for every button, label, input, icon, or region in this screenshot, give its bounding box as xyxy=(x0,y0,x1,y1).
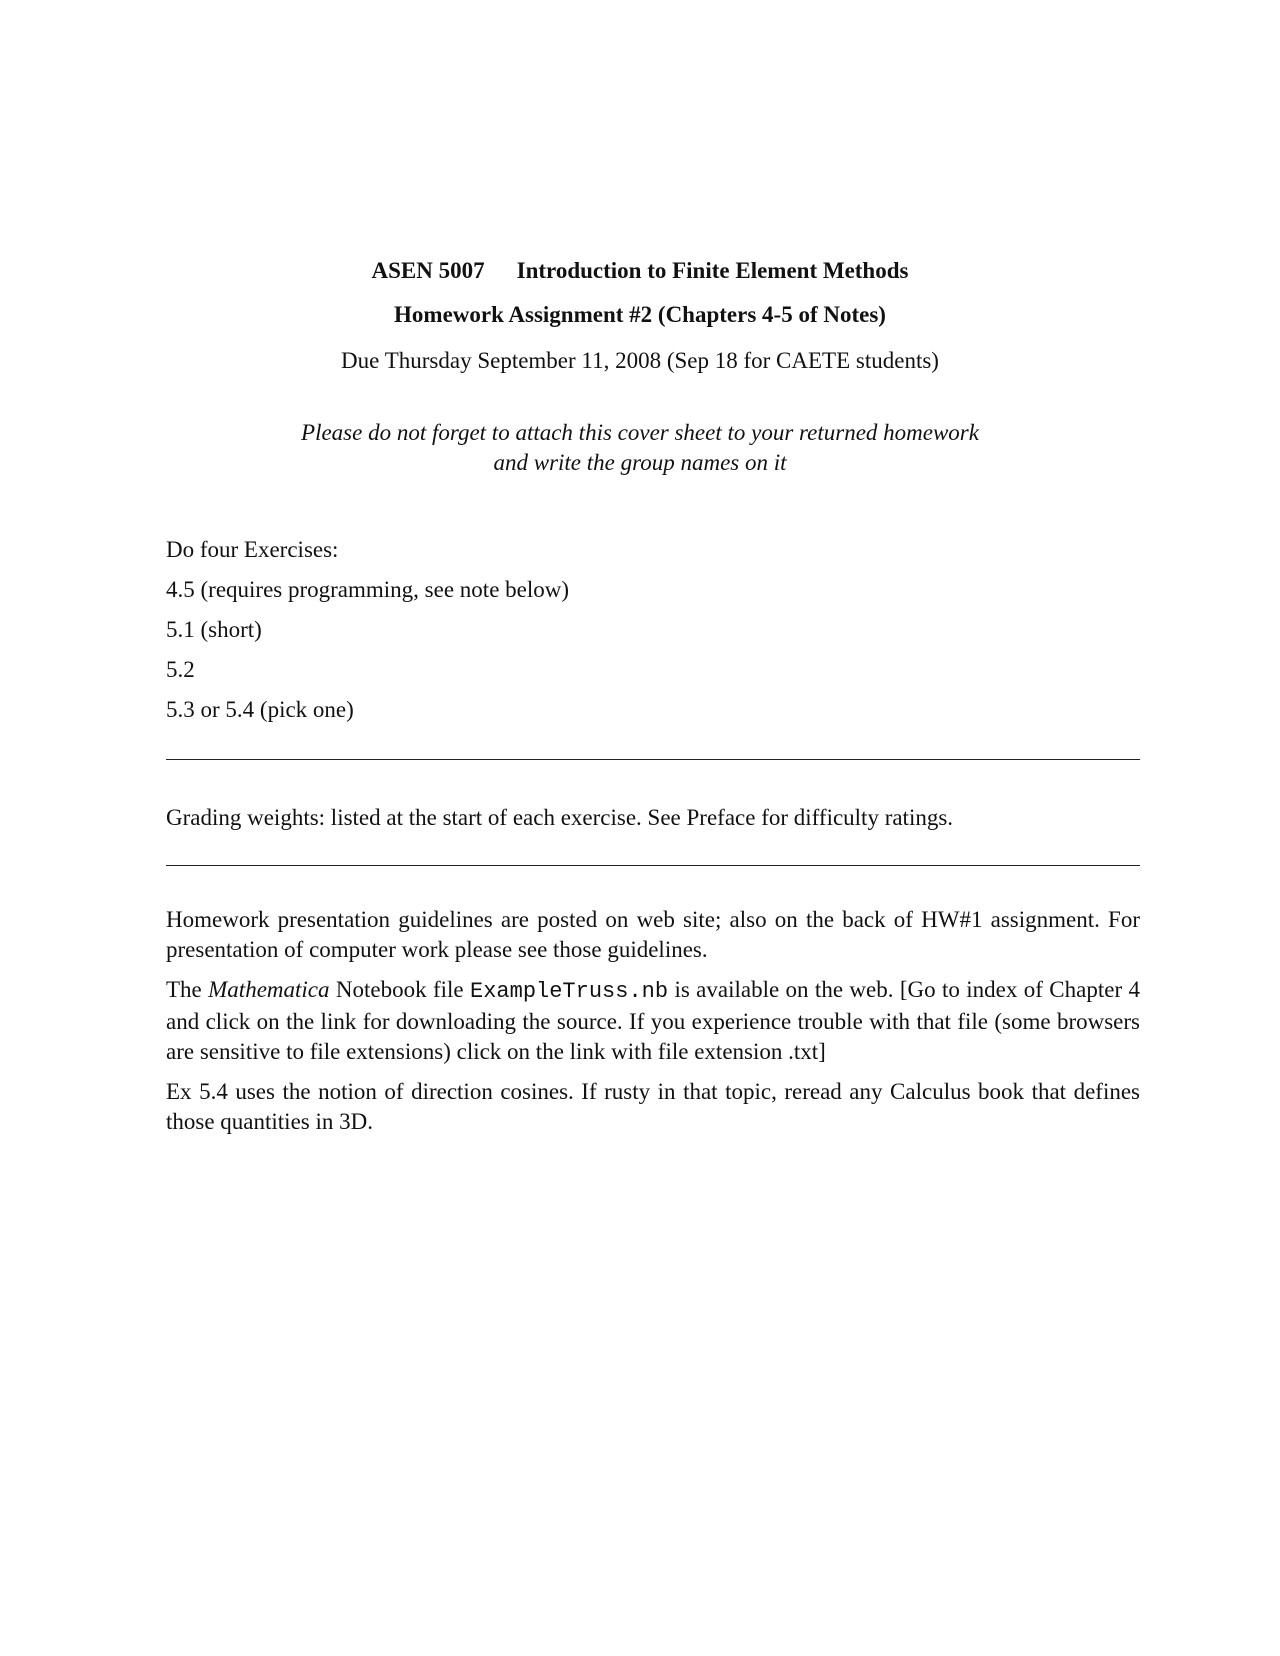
horizontal-divider xyxy=(166,759,1140,760)
course-code: ASEN 5007 xyxy=(371,258,485,283)
grading-weights: Grading weights: listed at the start of each exercise. See Preface for difficulty ratings. xyxy=(166,805,954,830)
notebook-filename: ExampleTruss.nb xyxy=(470,979,669,1004)
cover-sheet-notice xyxy=(0,418,1280,478)
notebook-suffix: is available on the web. [Go to index of Chapter 4 and click on the link for downloading the source. If you experience trouble with that file (some browsers are sensitive to file extensions) click on the link with file extension .txt] xyxy=(166,977,1140,1064)
notebook-paragraph xyxy=(166,975,1140,1067)
exercise-item: 4.5 (requires programming, see note below) xyxy=(166,577,570,602)
exercise-item: 5.2 xyxy=(166,657,195,682)
course-heading xyxy=(0,256,1280,286)
course-title: Introduction to Finite Element Methods xyxy=(516,258,909,283)
software-name: Mathematica xyxy=(208,977,330,1002)
due-date: Due Thursday September 11, 2008 (Sep 18 for CAETE students) xyxy=(341,348,939,373)
exercise-list xyxy=(166,535,1140,735)
exercise-item: 5.3 or 5.4 (pick one) xyxy=(166,697,354,722)
direction-cosines-paragraph: Ex 5.4 uses the notion of direction cosines. If rusty in that topic, reread any Calculus book that defines those quantities in 3D. xyxy=(166,1079,1140,1134)
exercise-item: 5.1 (short) xyxy=(166,617,262,642)
exercise-intro: Do four Exercises: xyxy=(166,537,339,562)
horizontal-divider xyxy=(166,865,1140,866)
notebook-mid: Notebook file xyxy=(329,977,471,1002)
guidelines-section xyxy=(166,905,1140,1147)
notice-line-1: Please do not forget to attach this cover sheet to your returned homework xyxy=(301,420,979,445)
notebook-prefix: The xyxy=(166,977,209,1002)
guidelines-paragraph: Homework presentation guidelines are posted on web site; also on the back of HW#1 assignment. For presentation of computer work please see those guidelines. xyxy=(166,907,1140,962)
assignment-title: Homework Assignment #2 (Chapters 4-5 of Notes) xyxy=(394,302,886,327)
notice-line-2: and write the group names on it xyxy=(493,450,787,475)
